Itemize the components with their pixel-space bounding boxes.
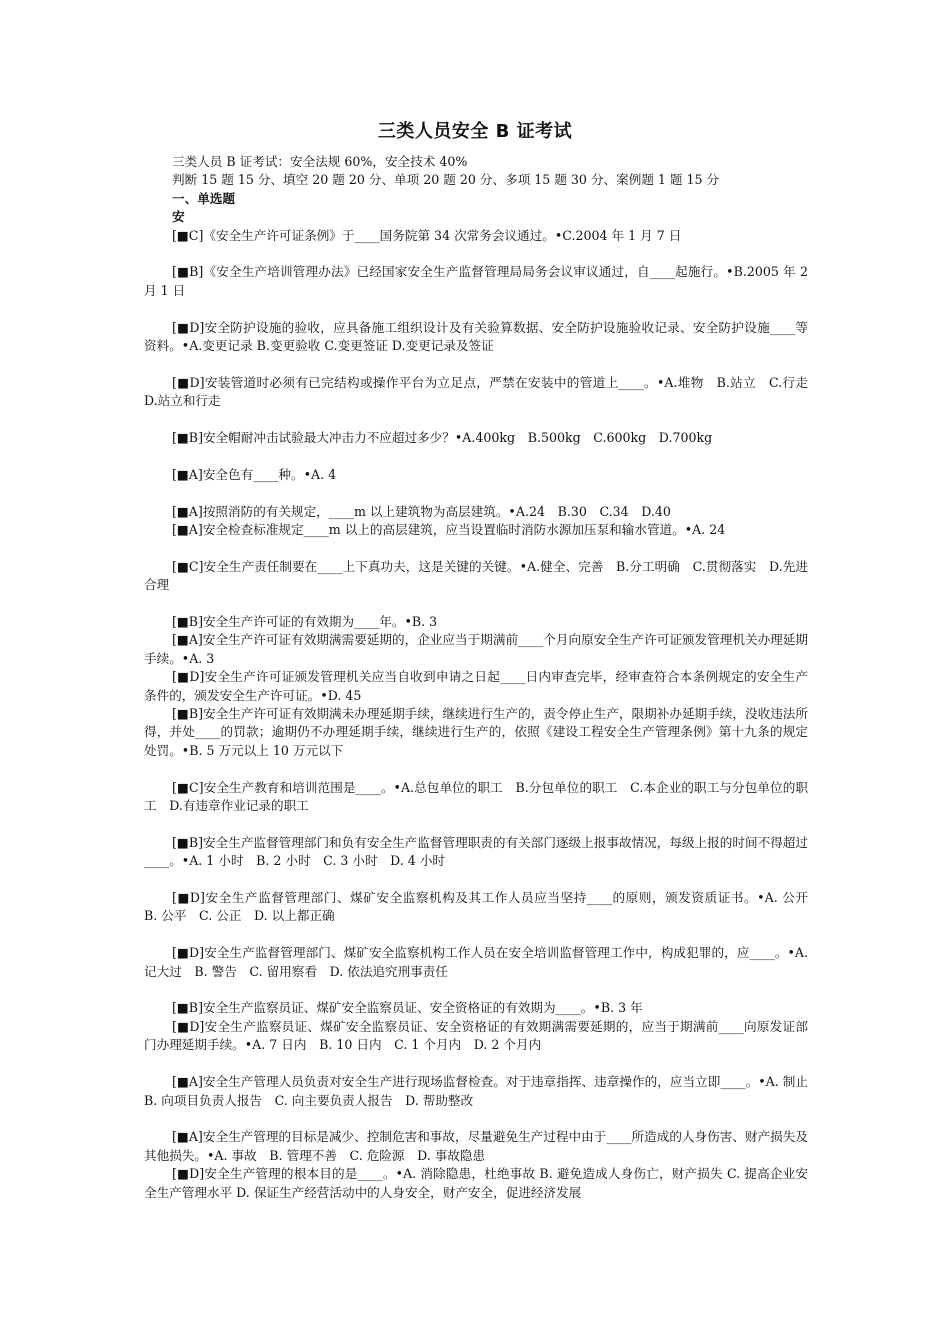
question-item: [■B]安全生产许可证的有效期为____年。•B. 3 — [172, 614, 438, 630]
question-item: [■A]按照消防的有关规定，____m 以上建筑物为高层建筑。•A.24 B.30 C.34 D.40 — [172, 503, 671, 519]
question-item: [■B]安全生产监督管理部门和负有安全生产监督管理职责的有关部门逐级上报事故情况，每级上报的时间不得超过____。•A. 1 小时 B. 2 小时 C. 3 小时 D. 4 小时 — [144, 834, 808, 869]
question-item: [■A]安全生产管理的目标是减少、控制危害和事故，尽量避免生产过程中由于____所造成的人身伤害、财产损失及其他损失。•A. 事故 B. 管理不善 C. 危险源 D. 事故隐患 — [144, 1129, 808, 1163]
question-item: [■D]安全生产监察员证、煤矿安全监察员证、安全资格证的有效期满需要延期的，应当于期满前____向原发证部门办理延期手续。•A. 7 日内 B. 10 日内 C. 1 个月内 D. 2 个月内 — [144, 1018, 808, 1053]
question-item: [■B]安全生产许可证有效期满未办理延期手续，继续进行生产的，责令停止生产，限期补办延期手续，没收违法所得，并处____的罚款；逾期仍不办理延期手续，继续进行生产的，依照《建设工程安全生产管理条例》第十九条的规定处罚。•B. 5 万元以上 10 万元以下 — [144, 706, 808, 758]
section-heading: 一、单选题 — [172, 190, 235, 206]
question-item: [■A]安全生产许可证有效期满需要延期的，企业应当于期满前____个月向原安全生产许可证颁发管理机关办理延期手续。•A. 3 — [144, 632, 808, 666]
question-item: [■D]安全生产监督管理部门、煤矿安全监察机构及其工作人员应当坚持____的原则，颁发资质证书。•A. 公开 B. 公平 C. 公正 D. 以上都正确 — [144, 890, 821, 924]
question-item: [■A]安全色有____种。•A. 4 — [172, 466, 337, 482]
question-item: [■C]安全生产教育和培训范围是____。•A.总包单位的职工 B.分包单位的职工 C.本企业的职工与分包单位的职工 D.有违章作业记录的职工 — [144, 779, 808, 814]
question-item: [■B]安全生产监察员证、煤矿安全监察员证、安全资格证的有效期为____。•B. 3 年 — [172, 1000, 643, 1016]
question-item: [■A]安全检查标准规定____m 以上的高层建筑，应当设置临时消防水源加压泵和输水管道。•A. 24 — [172, 522, 726, 538]
question-item: [■D]安全生产许可证颁发管理机关应当自收到申请之日起____日内审查完毕，经审查符合本条例规定的安全生产条件的，颁发安全生产许可证。•D. 45 — [144, 669, 808, 703]
page-title: 三类人员安全 B 证考试 — [377, 121, 573, 142]
section-subheading: 安 — [172, 209, 185, 225]
question-item: [■D]安装管道时必须有已完结构或操作平台为立足点，严禁在安装中的管道上____。•A.堆物 B.站立 C.行走 D.站立和行走 — [144, 374, 821, 409]
question-item: [■D]安全防护设施的验收，应具备施工组织设计及有关验算数据、安全防护设施验收记录、安全防护设施____等资料。•A.变更记录 B.变更验收 C.变更签证 D.变更记录及签证 — [144, 319, 808, 354]
question-item: [■B]《安全生产培训管理办法》已经国家安全生产监督管理局局务会议审议通过，自____起施行。•B.2005 年 2 月 1 日 — [144, 264, 808, 298]
document-body — [144, 153, 821, 1202]
question-item: [■A]安全生产管理人员负责对安全生产进行现场监督检查。对于违章指挥、违章操作的，应当立即____。•A. 制止 B. 向项目负责人报告 C. 向主要负责人报告 D. 帮助整改 — [144, 1074, 821, 1108]
question-item: [■C]《安全生产许可证条例》于____国务院第 34 次常务会议通过。•C.2004 年 1 月 7 日 — [172, 227, 682, 243]
question-item: [■D]安全生产管理的根本目的是____。•A. 消除隐患，杜绝事故 B. 避免造成人身伤亡，财产损失 C. 提高企业安全生产管理水平 D. 保证生产经营活动中的人身安全，财产安全，促进经济发展 — [144, 1166, 808, 1200]
question-item: [■C]安全生产责任制要在____上下真功夫，这是关键的关键。•A.健全、完善 B.分工明确 C.贯彻落实 D.先进合理 — [144, 558, 808, 593]
exam-ratio-line: 三类人员 B 证考试：安全法规 60%，安全技术 40% — [172, 154, 468, 169]
question-item: [■B]安全帽耐冲击试验最大冲击力不应超过多少？•A.400kg B.500kg C.600kg D.700kg — [172, 430, 713, 446]
question-item: [■D]安全生产监督管理部门、煤矿安全监察机构工作人员在安全培训监督管理工作中，构成犯罪的，应____。•A. 记大过 B. 警告 C. 留用察看 D. 依法追究刑事责任 — [144, 945, 808, 979]
exam-scoring-line: 判断 15 题 15 分、填空 20 题 20 分、单项 20 题 20 分、多项 15 题 30 分、案例题 1 题 15 分 — [172, 172, 720, 188]
